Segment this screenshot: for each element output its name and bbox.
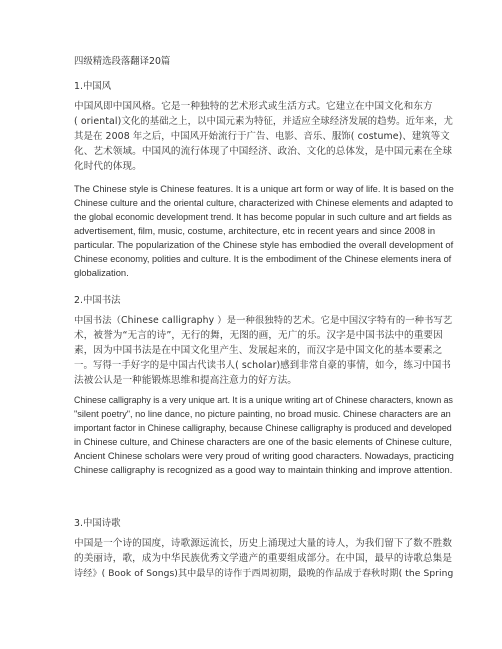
paragraph-line: the global economic development trend. It has become popular in such culture and art fields as <box>74 212 452 222</box>
paragraph-line: 中国书法（Chinese calligraphy ）是一种很独特的艺术。它是中国汉字特有的一种书写艺 <box>74 315 453 326</box>
paragraph-line: Chinese economy, polities and culture. It is the embodiment of the Chinese elements inera of <box>74 254 452 264</box>
paragraph-line: advertisement, film, music, costume, architecture, etc in recent years and since 2008 in <box>74 225 436 236</box>
paragraph-line: 的美丽诗，歌，成为中华民族优秀文学遗产的重要组成部分。在中国，最早的诗歌总集是 <box>74 553 453 564</box>
paragraph-line: The Chinese style is Chinese features. It is a unique art form or way of life. It is based on the <box>74 184 454 194</box>
paragraph-line: 化时代的体现。 <box>74 161 142 172</box>
paragraph-line: globalization. <box>74 267 129 278</box>
paragraph-line: Chinese calligraphy is a very unique art. It is a unique writing art of Chinese characters, known as <box>74 395 453 405</box>
paragraph-line: "silent poetry", no line dance, no picture painting, no broad music. Chinese characters are an <box>74 409 451 419</box>
section-heading: 2.中国书法 <box>74 295 121 306</box>
paragraph-line: in Chinese culture, and Chinese characters are one of the basic elements of Chinese culture, <box>74 437 452 447</box>
paragraph-line: 中国是一个诗的国度，诗歌源远流长，历史上涌现过大量的诗人，为我们留下了数不胜数 <box>74 538 453 549</box>
paragraph-line: 其是在 2008 年之后，中国风开始流行于广告、电影、音乐、服饰( costume)、建筑等文 <box>74 131 450 142</box>
paragraph-line: 法被公认是一种能锻炼思维和提高注意力的好方法。 <box>74 375 297 386</box>
paragraph-line: important factor in Chinese calligraphy, because Chinese calligraphy is produced and developed <box>74 423 452 433</box>
paragraph-line: 一。写得一手好字的是中国古代读书人( scholar)感到非常自豪的事情，如今，练习中国书 <box>74 360 451 371</box>
paragraph-line: 中国风即中国风格。它是一种独特的艺术形式或生活方式。它建立在中国文化和东方 <box>74 101 433 112</box>
paragraph-line: Chinese calligraphy is recognized as a good way to maintain thinking and improve attention. <box>74 465 453 475</box>
document-title: 四级精选段落翻译20篇 <box>74 56 171 67</box>
paragraph-line: 诗经》( Book of Songs)其中最早的诗作于西周初期，最晚的作品成于春秋时期( the Spring <box>74 569 454 579</box>
paragraph-line: ( oriental)文化的基础之上，以中国元素为特征，并适应全球经济发展的趋势。近年来，尤 <box>74 116 453 127</box>
paragraph-line: particular. The popularization of the Chinese style has embodied the overall development of <box>74 239 454 250</box>
paragraph-line: Ancient Chinese scholars were very proud of writing good characters. Nowadays, practicing <box>74 450 454 461</box>
paragraph-line: 素，因为中国书法是在中国文化里产生、发展起来的，而汉字是中国文化的基本要素之 <box>74 345 443 356</box>
section-heading: 3.中国诗歌 <box>74 518 121 529</box>
paragraph-line: Chinese culture and the oriental culture, characterized with Chinese elements and adapted to <box>74 198 453 208</box>
paragraph-line: 术，被誉为“无言的诗”，无行的舞，无图的画，无广的乐。汉字是中国书法中的重要因 <box>74 330 443 341</box>
section-heading: 1.中国风 <box>74 81 112 92</box>
paragraph-line: 化、艺术领域。中国风的流行体现了中国经济、政治、文化的总体发，是中国元素在全球 <box>74 146 453 157</box>
